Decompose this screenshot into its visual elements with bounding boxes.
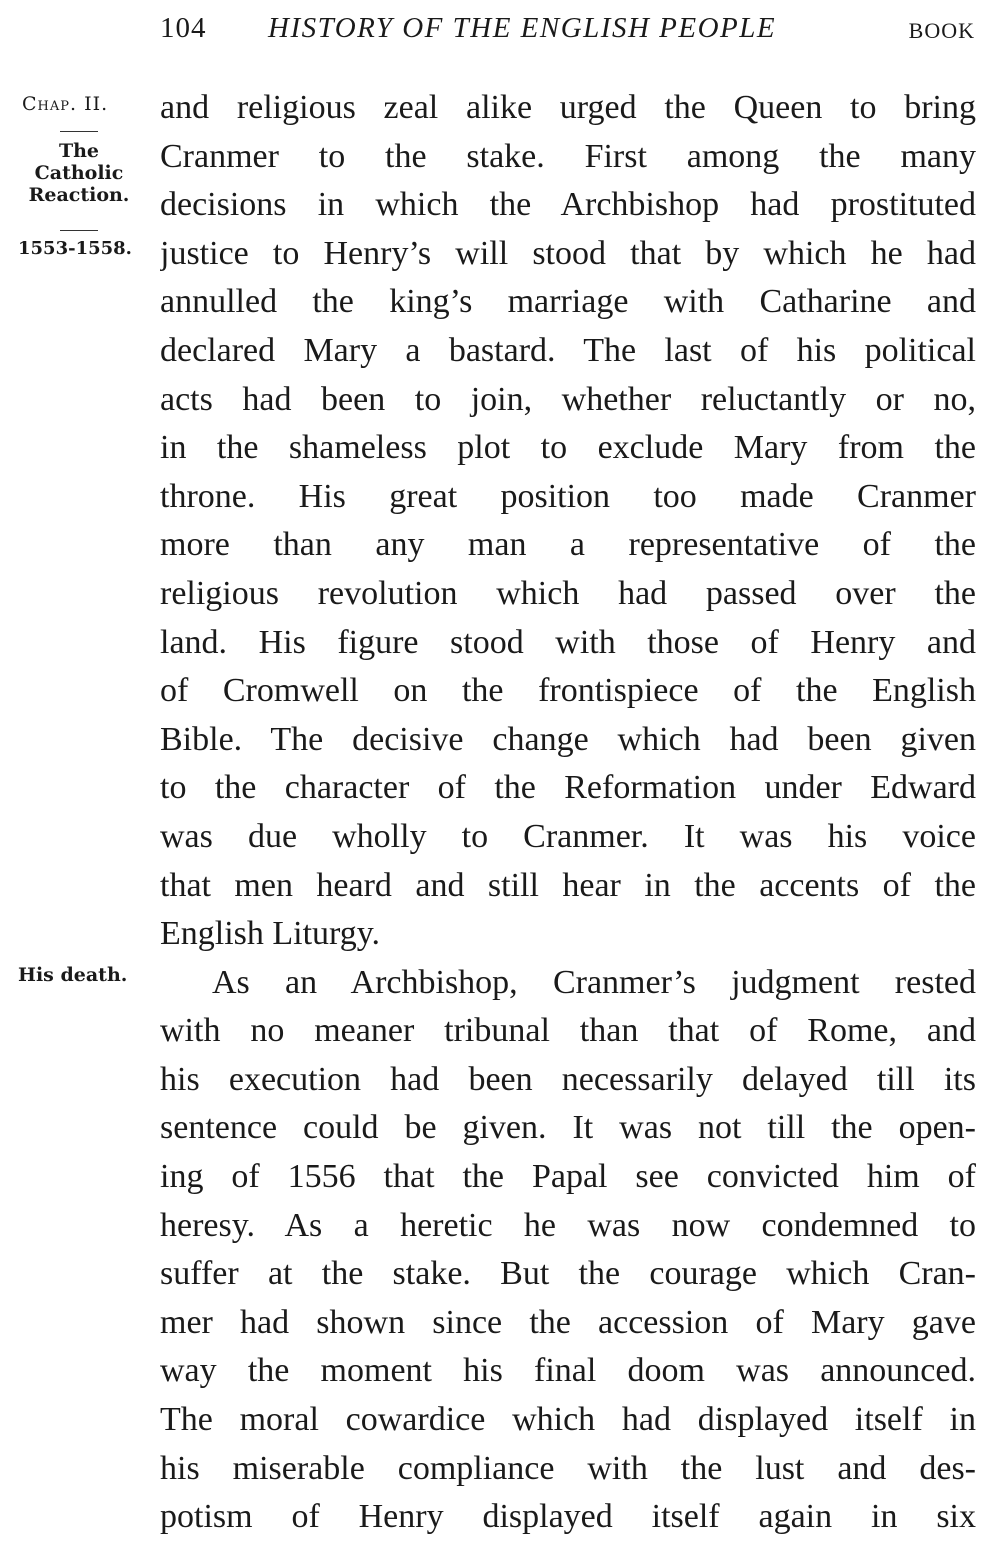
text-line: ing of 1556 that the Papal see convicted him of — [160, 1158, 976, 1196]
running-head-title: HISTORY OF THE ENGLISH PEOPLE — [268, 12, 777, 44]
text-line: with no meaner tribunal than that of Rome, and — [160, 1012, 976, 1050]
text-line: was due wholly to Cranmer. It was his voice — [160, 817, 976, 855]
running-head — [160, 12, 975, 52]
page-number: 104 — [160, 12, 207, 44]
text-line: throne. His great position too made Cranmer — [160, 477, 976, 515]
text-line: justice to Henry’s will stood that by which he had — [160, 234, 976, 272]
text-line: mer had shown since the accession of Mary gave — [160, 1303, 976, 1341]
text-line: more than any man a representative of the — [160, 526, 976, 564]
text-line: and religious zeal alike urged the Queen to bring — [160, 89, 976, 126]
text-line: his miserable compliance with the lust and des- — [160, 1449, 976, 1487]
text-line: way the moment his final doom was announced. — [160, 1352, 976, 1390]
text-line: heresy. As a heretic he was now condemned to — [160, 1206, 976, 1244]
text-line: potism of Henry displayed itself again in six — [160, 1498, 976, 1536]
text-line: As an Archbishop, Cranmer’s judgment rested — [212, 963, 976, 1001]
sidenote-topic — [18, 140, 140, 206]
running-head-book-label: BOOK — [908, 18, 975, 43]
text-line: to the character of the Reformation under Edward — [160, 769, 976, 807]
sidenote-divider — [60, 131, 98, 132]
text-line: annulled the king’s marriage with Catharine and — [160, 283, 976, 321]
text-line: of Cromwell on the frontispiece of the English — [160, 672, 976, 710]
text-line: Cranmer to the stake. First among the many — [160, 137, 976, 175]
sidenote-divider — [60, 230, 98, 231]
text-line: in the shameless plot to exclude Mary from the — [160, 429, 976, 467]
text-line: acts had been to join, whether reluctantly or no, — [160, 380, 976, 418]
paragraph-2 — [160, 959, 976, 1542]
sidenote-chapter: Chap. II. — [22, 93, 109, 115]
text-line: that men heard and still hear in the accents of the — [160, 866, 976, 904]
sidenote-dates: 1553-1558. — [18, 238, 132, 259]
text-line: declared Mary a bastard. The last of his political — [160, 331, 976, 369]
text-line: land. His figure stood with those of Henry and — [160, 623, 976, 661]
text-line: sentence could be given. It was not till the open- — [160, 1109, 976, 1147]
text-line: religious revolution which had passed over the — [160, 574, 976, 612]
text-line: Bible. The decisive change which had been given — [160, 720, 976, 758]
text-line: his execution had been necessarily delayed till its — [160, 1060, 976, 1098]
main-text — [160, 84, 976, 1542]
text-line: decisions in which the Archbishop had prostituted — [160, 186, 976, 224]
sidenote-topic-line: Reaction. — [28, 184, 130, 206]
text-line: English Liturgy. — [160, 915, 381, 953]
paragraph-1 — [160, 84, 976, 959]
sidenote-topic-line: Catholic — [34, 162, 124, 184]
sidenote-his-death: His death. — [18, 964, 128, 986]
text-line: The moral cowardice which had displayed itself in — [160, 1401, 976, 1439]
text-line: suffer at the stake. But the courage which Cran- — [160, 1255, 976, 1293]
sidenote-topic-line: The — [58, 140, 100, 162]
